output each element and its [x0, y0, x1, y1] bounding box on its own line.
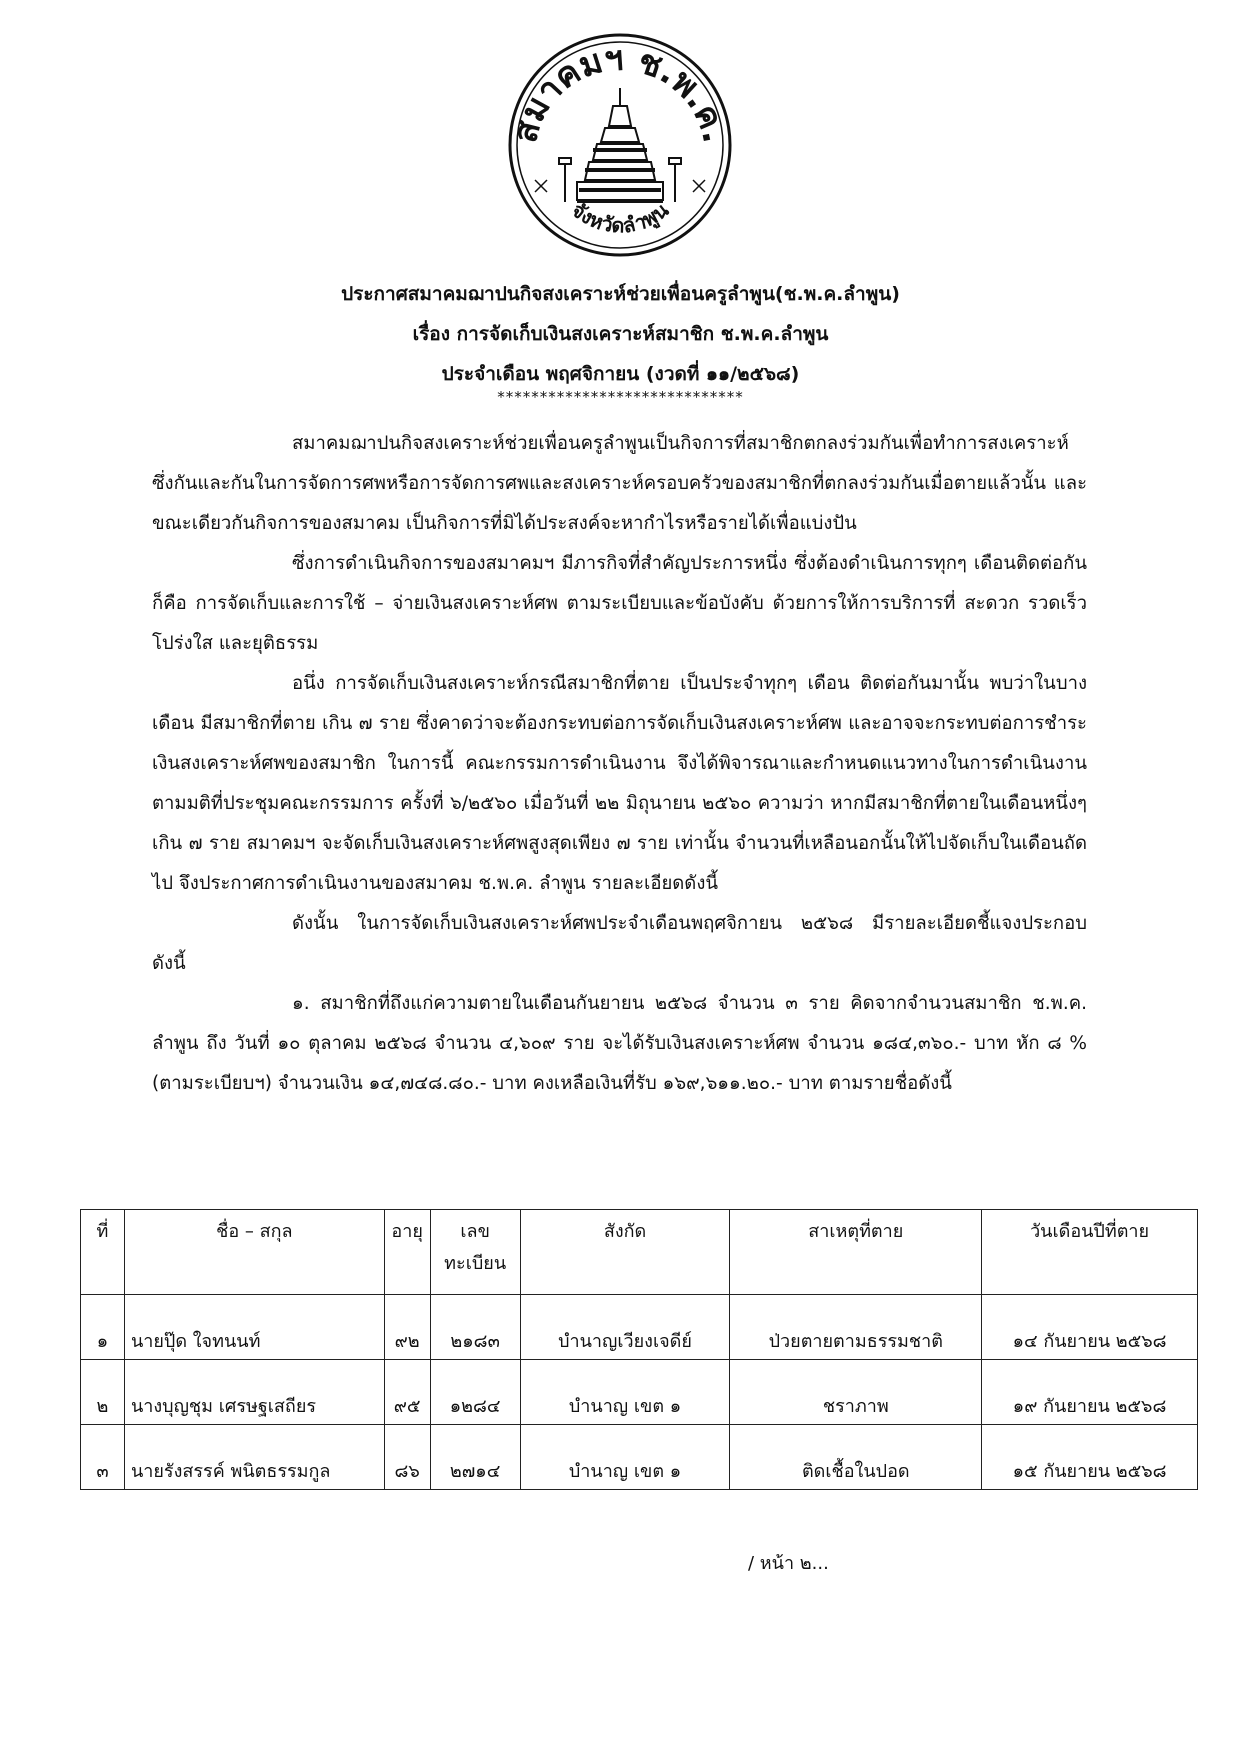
- header-no: ที่: [81, 1210, 125, 1295]
- paragraph-policy: อนึ่ง การจัดเก็บเงินสงเคราะห์กรณีสมาชิกที่ตาย เป็นประจำทุกๆ เดือน ติดต่อกันมานั้น พบว่าในบางเดือน มีสมาชิกที่ตาย เกิน ๗ ราย ซึ่งคาดว่าจะต้องกระทบต่อการจัดเก็บเงินสงเคราะห์ศพ และอาจจะกระทบต่อการชำระเงินสงเคราะห์ศพของสมาชิก ในการนี้ คณะกรรมการดำเนินงาน จึงได้พิจารณาและกำหนดแนวทางในการดำเนินงาน ตามมติที่ประชุมคณะกรรมการ ครั้งที่ ๖/๒๕๖๐ เมื่อวันที่ ๒๒ มิถุนายน ๒๕๖๐ ความว่า หากมีสมาชิกที่ตายในเดือนหนึ่งๆ เกิน ๗ ราย สมาคมฯ จะจัดเก็บเงินสงเคราะห์ศพสูงสุดเพียง ๗ ราย เท่านั้น จำนวนที่เหลือนอกนั้นให้ไปจัดเก็บในเดือนถัดไป จึงประกาศการดำเนินงานของสมาคม ช.พ.ค. ลำพูน รายละเอียดดังนี้: [152, 673, 1087, 894]
- cell-no: ๓: [81, 1425, 125, 1490]
- announcement-subject: เรื่อง การจัดเก็บเงินสงเคราะห์สมาชิก ช.พ.ค.ลำพูน: [412, 323, 829, 345]
- cell-date: ๑๙ กันยายน ๒๕๖๘: [982, 1360, 1198, 1425]
- cell-no: ๒: [81, 1360, 125, 1425]
- cell-cause: ชราภาพ: [730, 1360, 982, 1425]
- table-row: [81, 1425, 1198, 1490]
- table-row: [81, 1295, 1198, 1360]
- paragraph-item-1: ๑. สมาชิกที่ถึงแก่ความตายในเดือนกันยายน ๒๕๖๘ จำนวน ๓ ราย คิดจากจำนวนสมาชิก ช.พ.ค. ลำพูน ถึง วันที่ ๑๐ ตุลาคม ๒๕๖๘ จำนวน ๔,๖๐๙ ราย จะได้รับเงินสงเคราะห์ศพ จำนวน ๑๘๔,๓๖๐.- บาท หัก ๘ % (ตามระเบียบฯ) จำนวนเงิน ๑๔,๗๔๘.๘๐.- บาท คงเหลือเงินที่รับ ๑๖๙,๖๑๑.๒๐.- บาท ตามรายชื่อดังนี้: [152, 993, 1087, 1094]
- cell-cause: ติดเชื้อในปอด: [730, 1425, 982, 1490]
- cell-no: ๑: [81, 1295, 125, 1360]
- cell-registration: ๑๒๘๔: [430, 1360, 520, 1425]
- announcement-body: [152, 424, 1087, 1104]
- association-seal-logo: [505, 30, 735, 260]
- cell-date: ๑๔ กันยายน ๒๕๖๘: [982, 1295, 1198, 1360]
- cell-date: ๑๕ กันยายน ๒๕๖๘: [982, 1425, 1198, 1490]
- header-affiliation: สังกัด: [520, 1210, 730, 1295]
- table-header-row: [81, 1210, 1198, 1295]
- cell-registration: ๒๑๘๓: [430, 1295, 520, 1360]
- announcement-title: ประกาศสมาคมฌาปนกิจสงเคราะห์ช่วยเพื่อนครูลำพูน(ช.พ.ค.ลำพูน): [341, 283, 900, 305]
- deceased-members-table: [80, 1209, 1198, 1490]
- cell-registration: ๒๗๑๔: [430, 1425, 520, 1490]
- paragraph-details-intro: ดังนั้น ในการจัดเก็บเงินสงเคราะห์ศพประจำเดือนพฤศจิกายน ๒๕๖๘ มีรายละเอียดชี้แจงประกอบ ดังนี้: [152, 913, 1087, 974]
- paragraph-mission: ซึ่งการดำเนินกิจการของสมาคมฯ มีภารกิจที่สำคัญประการหนึ่ง ซึ่งต้องดำเนินการทุกๆ เดือนติดต่อกันก็คือ การจัดเก็บและการใช้ – จ่ายเงินสงเคราะห์ศพ ตามระเบียบและข้อบังคับ ด้วยการให้การบริการที่ สะดวก รวดเร็ว โปร่งใส และยุติธรรม: [152, 553, 1087, 654]
- cell-age: ๘๖: [384, 1425, 430, 1490]
- svg-text:จังหวัดลำพูน: [567, 197, 673, 237]
- header-age: อายุ: [384, 1210, 430, 1295]
- paragraph-purpose: สมาคมฌาปนกิจสงเคราะห์ช่วยเพื่อนครูลำพูนเป็นกิจการที่สมาชิกตกลงร่วมกันเพื่อทำการสงเคราะห์ซึ่งกันและกันในการจัดการศพหรือการจัดการศพและสงเคราะห์ครอบครัวของสมาชิกที่ตกลงร่วมกันเมื่อตายแล้วนั้น และขณะเดียวกันกิจการของสมาคม เป็นกิจการที่มิได้ประสงค์จะหากำไรหรือรายได้เพื่อแบ่งปัน: [152, 433, 1087, 534]
- header-cause: สาเหตุที่ตาย: [730, 1210, 982, 1295]
- next-page-indicator: / หน้า ๒...: [748, 1553, 829, 1574]
- seal-top-text: สมาคมฯ ช.พ.ค.: [505, 38, 735, 147]
- cell-affiliation: บำนาญ เขต ๑: [520, 1425, 730, 1490]
- cell-name: นางบุญชุม เศรษฐเสถียร: [124, 1360, 384, 1425]
- header-name: ชื่อ – สกุล: [124, 1210, 384, 1295]
- title-separator: *****************************: [497, 388, 744, 406]
- announcement-period: ประจำเดือน พฤศจิกายน (งวดที่ ๑๑/๒๕๖๘): [441, 363, 800, 385]
- cell-affiliation: บำนาญเวียงเจดีย์: [520, 1295, 730, 1360]
- cell-age: ๙๒: [384, 1295, 430, 1360]
- header-registration: เลข ทะเบียน: [430, 1210, 520, 1295]
- table-row: [81, 1360, 1198, 1425]
- header-date: วันเดือนปีที่ตาย: [982, 1210, 1198, 1295]
- cell-age: ๙๕: [384, 1360, 430, 1425]
- cell-name: นายรังสรรค์ พนิตธรรมกูล: [124, 1425, 384, 1490]
- cell-cause: ป่วยตายตามธรรมชาติ: [730, 1295, 982, 1360]
- seal-bottom-text: จังหวัดลำพูน: [567, 197, 674, 238]
- cell-affiliation: บำนาญ เขต ๑: [520, 1360, 730, 1425]
- cell-name: นายปุ๊ด ใจทนนท์: [124, 1295, 384, 1360]
